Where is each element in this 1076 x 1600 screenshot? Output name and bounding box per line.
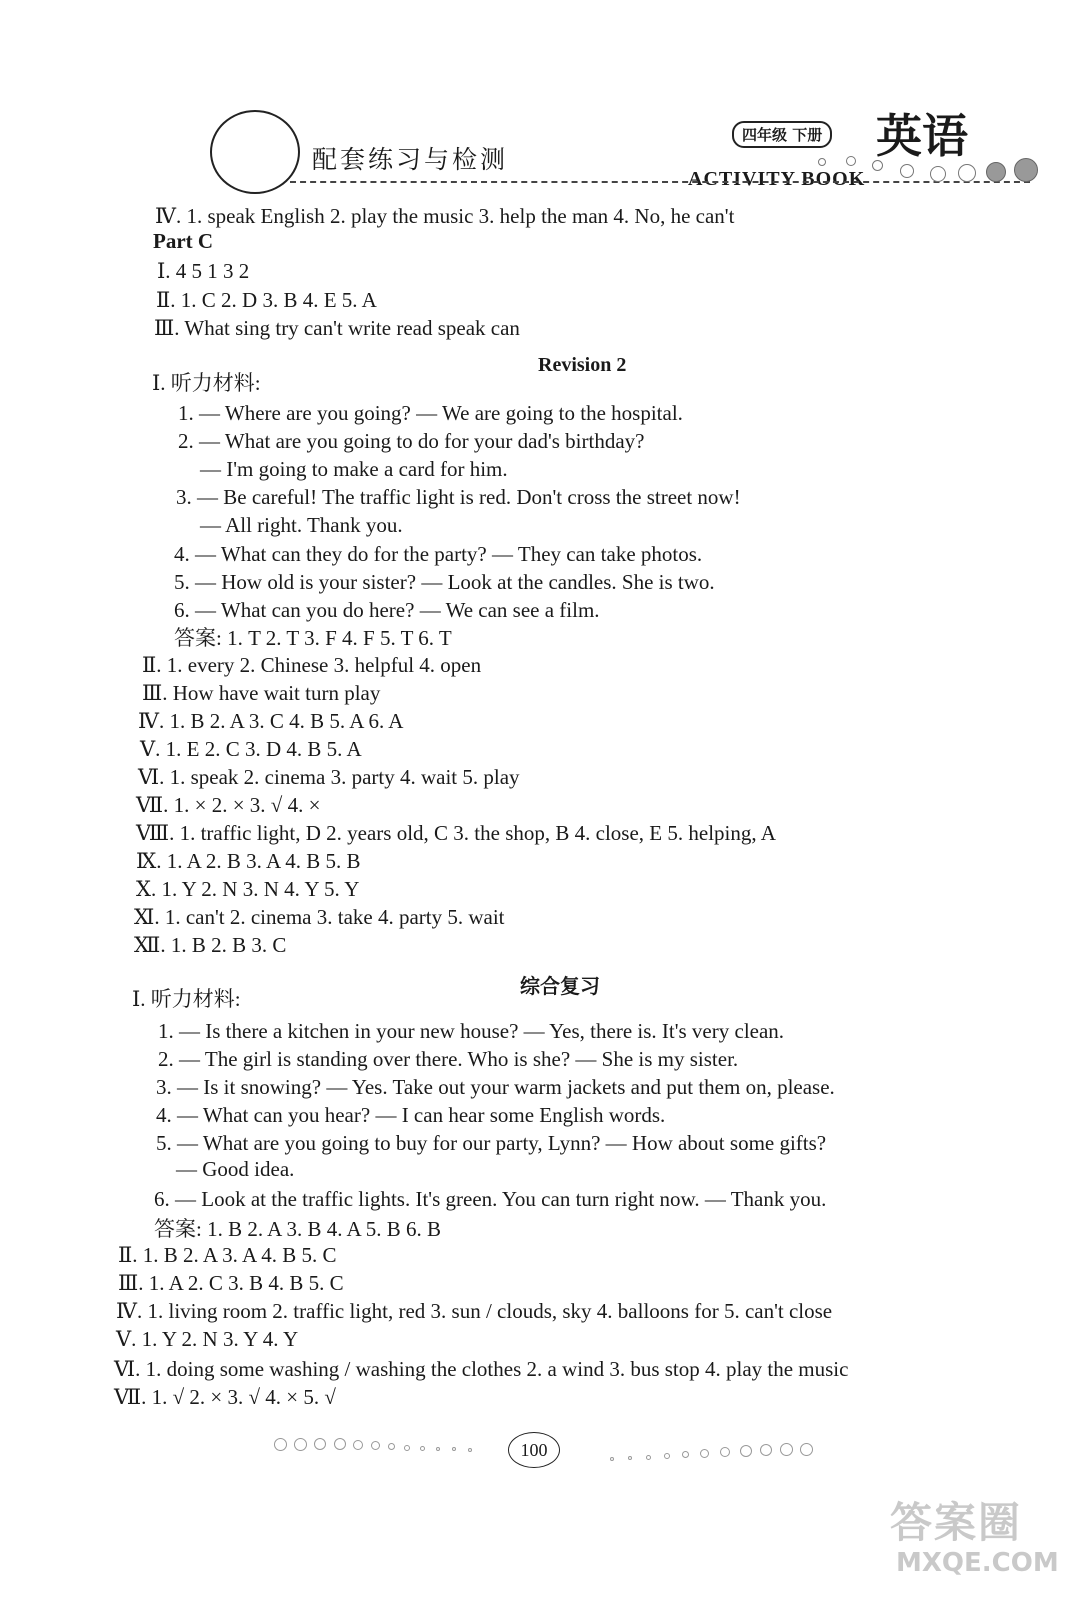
text-line: Ⅶ. 1. √ 2. × 3. √ 4. × 5. √: [114, 1385, 336, 1409]
watermark: [890, 1490, 1060, 1600]
text-line: Ⅻ. 1. B 2. B 3. C: [134, 933, 287, 957]
text-line: Ⅶ. 1. × 2. × 3. √ 4. ×: [136, 793, 321, 817]
text-line: Ⅳ. 1. B 2. A 3. C 4. B 5. A 6. A: [138, 709, 404, 733]
text-line: Ⅳ. 1. speak English 2. play the music 3. help the man 4. No, he can't: [155, 204, 735, 228]
text-line: Ⅴ. 1. E 2. C 3. D 4. B 5. A: [140, 737, 362, 761]
page-number: 100: [508, 1432, 560, 1468]
activity-book-label: ACTIVITY BOOK: [688, 168, 866, 190]
text-line: Ⅷ. 1. traffic light, D 2. years old, C 3. the shop, B 4. close, E 5. helping, A: [136, 821, 776, 845]
text-line: 6. — What can you do here? — We can see a film.: [174, 598, 600, 622]
watermark-url: MXQE.COM: [896, 1548, 1059, 1578]
text-line: 3. — Be careful! The traffic light is red. Don't cross the street now!: [176, 485, 741, 509]
text-line: 3. — Is it snowing? — Yes. Take out your warm jackets and put them on, please.: [156, 1075, 835, 1099]
text-line: — Good idea.: [176, 1157, 295, 1181]
text-line: 1. — Is there a kitchen in your new house? — Yes, there is. It's very clean.: [158, 1019, 785, 1043]
text-line: 2. — The girl is standing over there. Who is she? — She is my sister.: [158, 1047, 739, 1071]
text-line: Ⅱ. 1. every 2. Chinese 3. helpful 4. open: [142, 653, 482, 677]
text-line: Ⅲ. 1. A 2. C 3. B 4. B 5. C: [118, 1271, 344, 1295]
text-line: Ⅳ. 1. living room 2. traffic light, red 3. sun / clouds, sky 4. balloons for 5. can't close: [116, 1299, 833, 1323]
text-line: Ⅵ. 1. speak 2. cinema 3. party 4. wait 5. play: [138, 765, 520, 789]
text-line: Ⅺ. 1. can't 2. cinema 3. take 4. party 5. wait: [134, 905, 505, 929]
text-line: Ⅱ. 1. C 2. D 3. B 4. E 5. A: [156, 288, 377, 312]
text-line: 1. — Where are you going? — We are going to the hospital.: [178, 401, 683, 425]
text-line: — All right. Thank you.: [200, 513, 403, 537]
text-line: Ⅹ. 1. Y 2. N 3. N 4. Y 5. Y: [136, 877, 360, 901]
answer-key-line: 答案: 1. T 2. T 3. F 4. F 5. T 6. T: [174, 626, 452, 650]
section-heading: 综合复习: [520, 974, 600, 998]
header-divider: [290, 181, 1030, 183]
text-line: — I'm going to make a card for him.: [200, 457, 508, 481]
section-heading: Revision 2: [538, 354, 627, 376]
text-line: 4. — What can they do for the party? — They can take photos.: [174, 542, 703, 566]
text-line: Ⅵ. 1. doing some washing / washing the clothes 2. a wind 3. bus stop 4. play the music: [114, 1357, 849, 1381]
text-line: 2. — What are you going to do for your dad's birthday?: [178, 429, 645, 453]
section-heading: Part C: [153, 229, 214, 253]
text-line: Ⅰ. 4 5 1 3 2: [157, 259, 250, 283]
header-title: 配套练习与检测: [312, 145, 509, 174]
text-line: 5. — What are you going to buy for our party, Lynn? — How about some gifts?: [156, 1131, 827, 1155]
answer-key-line: 答案: 1. B 2. A 3. B 4. A 5. B 6. B: [154, 1217, 442, 1241]
text-line: 5. — How old is your sister? — Look at the candles. She is two.: [174, 570, 715, 594]
text-line: Ⅴ. 1. Y 2. N 3. Y 4. Y: [116, 1327, 299, 1351]
text-line: 6. — Look at the traffic lights. It's green. You can turn right now. — Thank you.: [154, 1187, 827, 1211]
text-line: 4. — What can you hear? — I can hear some English words.: [156, 1103, 666, 1127]
text-line: Ⅰ. 听力材料:: [152, 371, 261, 395]
subject-title: 英语: [876, 109, 968, 163]
text-line: Ⅲ. How have wait turn play: [142, 681, 381, 705]
header-circle-ornament: [210, 110, 300, 194]
text-line: Ⅰ. 听力材料:: [132, 987, 241, 1011]
grade-badge: 四年级 下册: [732, 121, 832, 148]
text-line: Ⅸ. 1. A 2. B 3. A 4. B 5. B: [136, 849, 361, 873]
text-line: Ⅲ. What sing try can't write read speak can: [154, 316, 520, 340]
watermark-logo-text: 答案圈: [890, 1498, 1023, 1547]
text-line: Ⅱ. 1. B 2. A 3. A 4. B 5. C: [118, 1243, 337, 1267]
